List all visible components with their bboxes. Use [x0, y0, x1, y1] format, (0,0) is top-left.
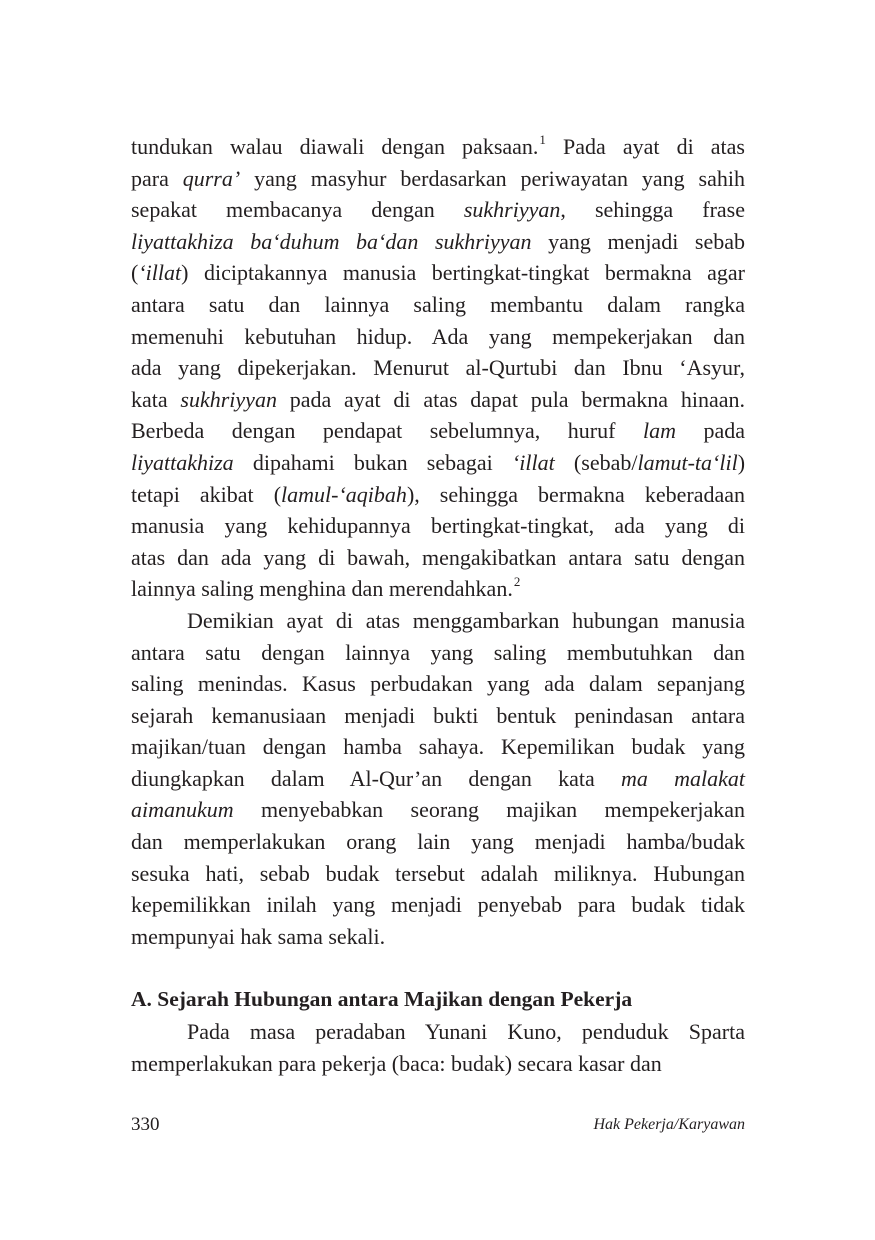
italic-term: ‘illat [511, 449, 555, 475]
italic-term: liyattakhiza [131, 449, 234, 475]
text-line: mempunyai hak sama sekali. [131, 923, 386, 949]
italic-term: ‘illat [138, 260, 182, 286]
section-gap [131, 952, 745, 984]
italic-term: lamut-ta‘lil [637, 449, 738, 475]
text-line: Demikian ayat di atas menggambarkan hubungan manusia [187, 607, 745, 633]
text-line: tundukan walau diawali dengan paksaan.$^1$ Pada ayat di atas [131, 132, 745, 159]
text-line: sejarah kemanusiaan menjadi bukti bentuk penindasan antara [131, 702, 745, 728]
text-line: diungkapkan dalam Al-Qur’an dengan kata ma malakat [131, 765, 746, 791]
page-body [131, 131, 745, 1079]
text-line: atas dan ada yang di bawah, mengakibatkan antara satu dengan [131, 544, 745, 570]
text-line: para qurra’ yang masyhur berdasarkan periwayatan yang sahih [131, 165, 745, 191]
text-line: memperlakukan para pekerja (baca: budak) secara kasar dan [131, 1050, 662, 1076]
text-line: kepemilikkan inilah yang menjadi penyebab para budak tidak [131, 892, 745, 918]
text-line: sepakat membacanya dengan sukhriyyan, sehingga frase [131, 197, 745, 223]
text-line: dan memperlakukan orang lain yang menjadi hamba/budak [131, 829, 745, 855]
page-footer [131, 1112, 745, 1138]
italic-term: sukhriyyan [180, 386, 277, 412]
text-line: Berbeda dengan pendapat sebelumnya, huruf lam pada [131, 418, 745, 444]
paragraph-2 [131, 605, 745, 953]
text-line: manusia yang kehidupannya bertingkat-tingkat, ada yang di [131, 513, 745, 539]
italic-term: lamul-‘aqibah [281, 481, 407, 507]
paragraph-1 [131, 131, 745, 605]
text-line: antara satu dengan lainnya yang saling membutuhkan dan [131, 639, 745, 665]
section-heading: A. Sejarah Hubungan antara Majikan dengan Pekerja [131, 987, 633, 1012]
text-line: lainnya saling menghina dan merendahkan.$^2$ [131, 574, 521, 602]
italic-term: sukhriyyan [463, 197, 561, 223]
italic-term: qurra’ [182, 165, 241, 191]
text-line: sesuka hati, sebab budak tersebut adalah miliknya. Hubungan [131, 860, 745, 886]
italic-term: lam [642, 418, 676, 444]
text-line: majikan/tuan dengan hamba sahaya. Kepemilikan budak yang [131, 734, 745, 760]
text-line: liyattakhiza dipahami bukan sebagai ‘illat (sebab/lamut-ta‘lil) [131, 449, 746, 475]
text-line: memenuhi kebutuhan hidup. Ada yang mempekerjakan dan [131, 323, 745, 349]
text-line: kata sukhriyyan pada ayat di atas dapat pula bermakna hinaan. [131, 386, 745, 412]
text-line: ada yang dipekerjakan. Menurut al-Qurtubi dan Ibnu ‘Asyur, [131, 355, 745, 381]
page-number: 330 [131, 1114, 160, 1135]
section-paragraph [131, 1016, 745, 1079]
text-line: antara satu dan lainnya saling membantu dalam rangka [131, 291, 745, 317]
italic-term: aimanukum [131, 797, 234, 823]
text-line: saling menindas. Kasus perbudakan yang ada dalam sepanjang [131, 671, 745, 697]
footnote-marker[interactable]: 2 [513, 574, 521, 590]
footnote-marker[interactable]: 1 [539, 132, 546, 147]
italic-term: liyattakhiza ba‘duhum ba‘dan sukhriyyan [131, 228, 532, 254]
text-line: aimanukum menyebabkan seorang majikan mempekerjakan [131, 797, 745, 823]
italic-term: ma malakat [621, 765, 746, 791]
running-title: Hak Pekerja/Karyawan [593, 1116, 745, 1133]
text-line: Pada masa peradaban Yunani Kuno, penduduk Sparta [187, 1019, 745, 1045]
text-line: liyattakhiza ba‘duhum ba‘dan sukhriyyan yang menjadi sebab [131, 228, 745, 254]
text-line: tetapi akibat (lamul-‘aqibah), sehingga bermakna keberadaan [131, 481, 745, 507]
text-line: (‘illat) diciptakannya manusia bertingkat-tingkat bermakna agar [131, 260, 745, 286]
